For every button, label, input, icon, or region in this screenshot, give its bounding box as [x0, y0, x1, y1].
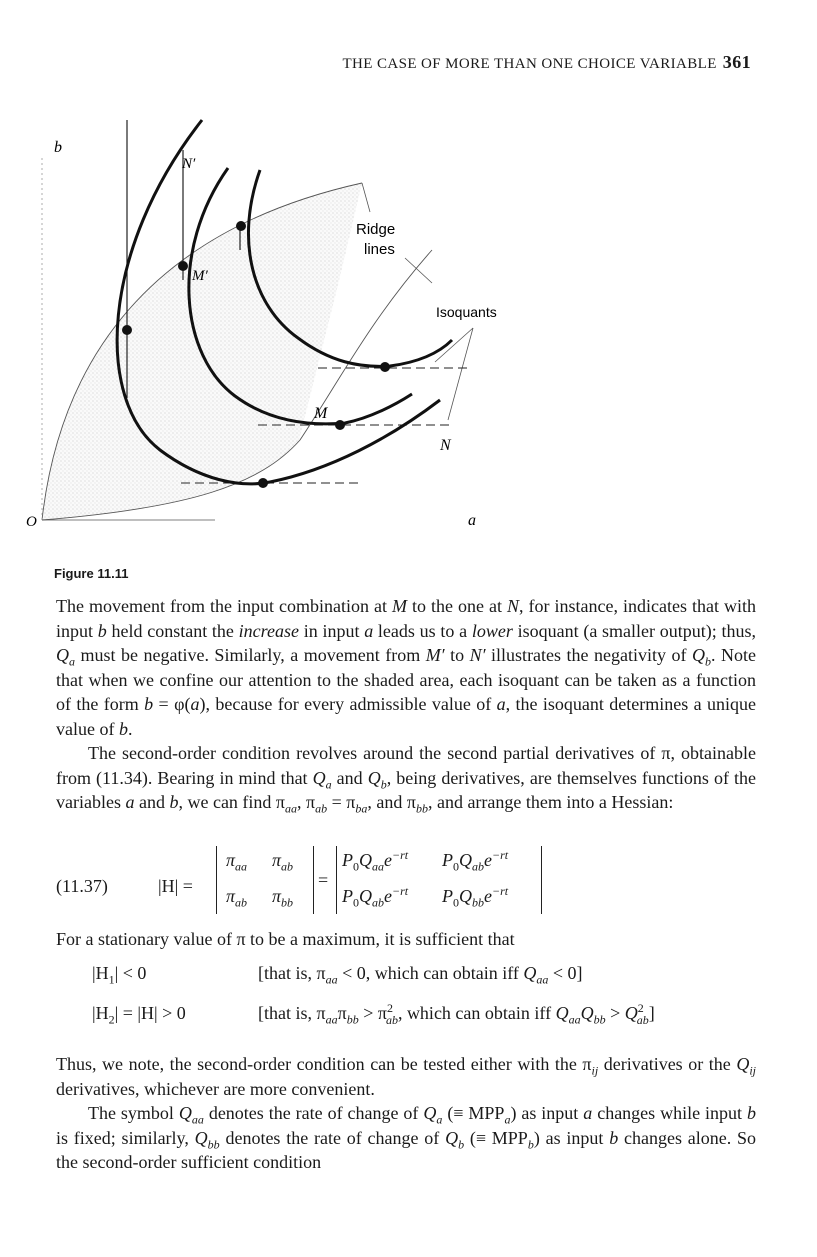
h-q-bb: $P_0Q_{bb}e^{-rt}$: [442, 884, 509, 910]
equation-number: (11.37): [56, 876, 108, 896]
isoquant-pointer-1: [435, 328, 473, 362]
label-lines: lines: [364, 241, 395, 258]
paragraph-1: The movement from the input combination at M to the one at N, for instance, indicates that with input b held constant the increase in input a leads us to a lower isoquant (a smaller output); thus, $Q_a$ must be negative. Similarly, a movement from M′ to N′ illustrates the negativity of $Q_b$. Note that when we confine our attention to the shaded area, each isoquant can be taken as a function of the form b = φ(a), because for every admissible value of a, the isoquant determines a unique value of b.: [56, 596, 756, 739]
equation-lhs: |H| =: [158, 876, 193, 896]
equation-equals: =: [318, 870, 329, 890]
paragraph-4: Thus, we note, the second-order condition can be tested either with the $\pi_{ij}$ derivatives or the $Q_{ij}$ derivatives, whichever are more convenient.: [56, 1054, 756, 1099]
isoquant-ridge-figure: [26, 100, 540, 540]
condition-1: [92, 963, 147, 987]
point-inner-left: [236, 221, 246, 231]
point-M: [335, 420, 345, 430]
label-N-prime: N′: [182, 156, 196, 172]
axis-label-b: b: [54, 139, 62, 156]
h-q-aa: $P_0Q_{aa}e^{-rt}$: [342, 848, 409, 874]
label-N: N: [440, 437, 451, 454]
point-top-left: [178, 261, 188, 271]
h-pi-bb: $\pi_{bb}$: [272, 886, 294, 910]
paragraph-5: The symbol $Q_{aa}$ denotes the rate of change of $Q_a$ (≡ $MPP_a$) as input a changes while input b is fixed; similarly, $Q_{bb}$ denotes the rate of change of $Q_b$ (≡ $MPP_b$) as input b changes alone. So the second-order sufficient condition: [56, 1103, 757, 1172]
h-pi-ab-2: $\pi_{ab}$: [226, 886, 248, 910]
condition-1-bracket: [that is, $\pi_{aa} < 0$, which can obtain iff $Q_{aa} < 0$]: [258, 963, 583, 987]
label-M: M: [314, 405, 328, 422]
condition-2: [92, 1003, 186, 1027]
figure-caption: Figure 11.11: [54, 566, 129, 581]
condition-1-lhs: $|H_1| < 0$: [92, 963, 147, 987]
running-title: THE CASE OF MORE THAN ONE CHOICE VARIABLE: [342, 56, 717, 72]
running-header: [342, 52, 751, 73]
condition-2-bracket: [that is, $\pi_{aa}\pi_{bb} > \pi^2_{ab}$, which can obtain iff $Q_{aa}Q_{bb} > Q^2_{ab}$]: [258, 1001, 655, 1027]
point-outer-left: [122, 325, 132, 335]
page-number: 361: [722, 52, 751, 72]
label-isoquants: Isoquants: [436, 304, 497, 320]
h-q-ab-1: $P_0Q_{ab}e^{-rt}$: [442, 848, 509, 874]
h-pi-aa: $\pi_{aa}$: [226, 850, 248, 874]
h-q-ab-2: $P_0Q_{ab}e^{-rt}$: [342, 884, 409, 910]
origin-label: O: [26, 514, 37, 530]
label-ridge: Ridge: [356, 221, 396, 238]
axis-label-a: a: [468, 512, 476, 529]
paragraph-2: The second-order condition revolves around the second partial derivatives of π, obtainable from (11.34). Bearing in mind that $Q_a$ and $Q_b$, being derivatives, are themselves functions of the variables a and b, we can find $\pi_{aa}$, $\pi_{ab} = \pi_{ba}$, and $\pi_{bb}$, and arrange them into a Hessian:: [56, 743, 756, 816]
condition-2-lhs: $|H_2| = |H| > 0$: [92, 1003, 186, 1027]
point-inner-bottom: [380, 362, 390, 372]
point-bottom: [258, 478, 268, 488]
ridge-label-pointer-2: [405, 258, 432, 283]
h-pi-ab-1: $\pi_{ab}$: [272, 850, 294, 874]
label-M-prime: M′: [192, 268, 208, 284]
ridge-label-pointer-1: [362, 183, 370, 212]
paragraph-3: For a stationary value of π to be a maximum, it is sufficient that: [56, 929, 515, 949]
